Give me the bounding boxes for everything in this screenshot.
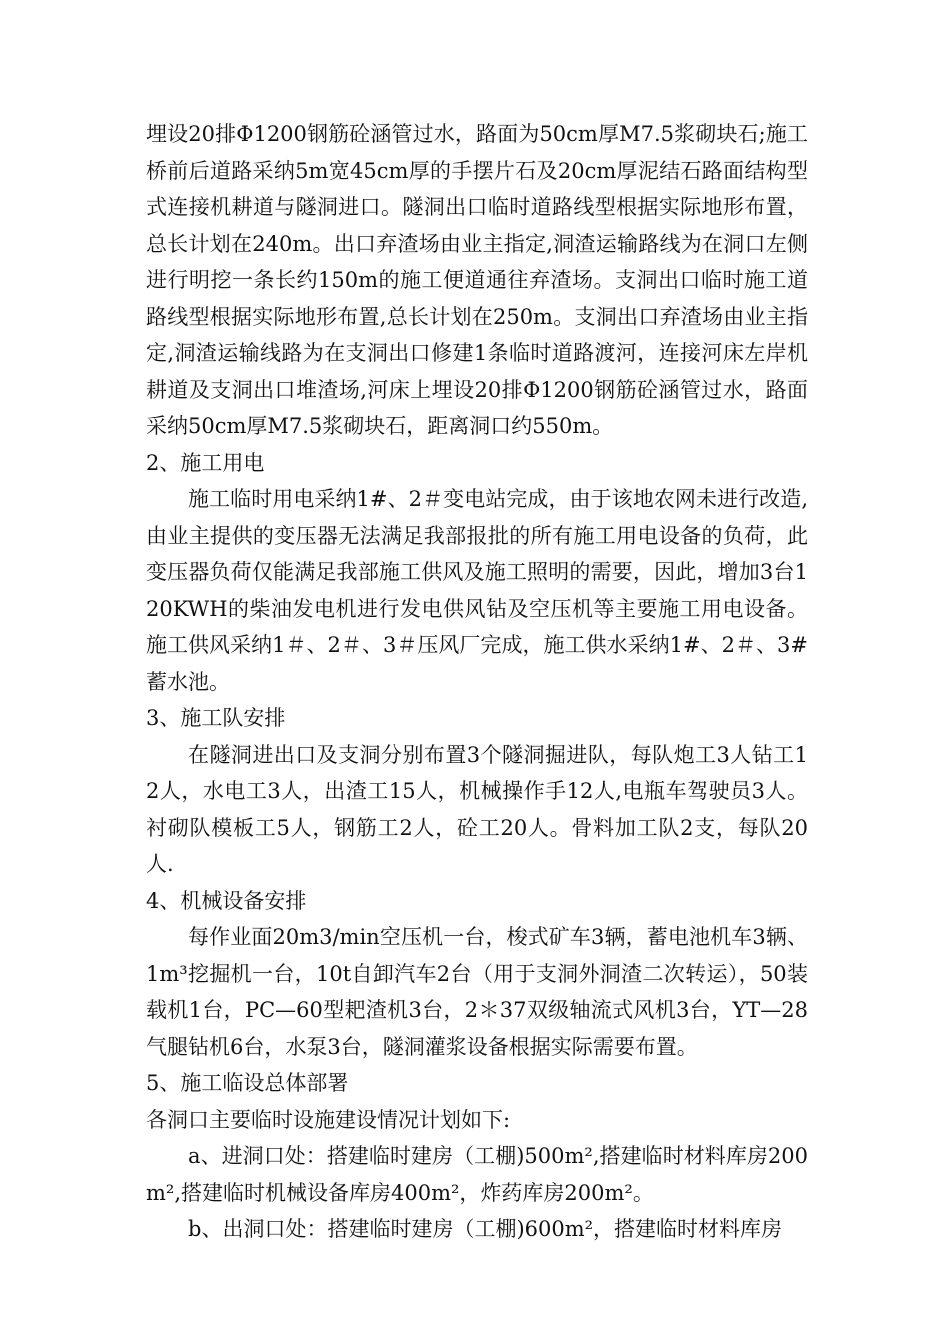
paragraph-construction-power: 施工临时用电采纳1#、2＃变电站完成，由于该地农网未进行改造,由业主提供的变压器无法满足我部报批的所有施工用电设备的负荷，此变压器负荷仅能满足我部施工供风及施工照明的需要，因此，增加3台120KWH的柴油发电机进行发电供风钻及空压机等主要施工用电设备。施工供风采纳1＃、2＃、3＃压风厂完成，施工供水采纳1#、2＃、3#蓄水池。 <box>146 487 808 694</box>
heading-temporary-facilities: 5、施工临设总体部署 <box>146 1071 349 1095</box>
heading-construction-power: 2、施工用电 <box>146 450 265 475</box>
heading-equipment-arrangement: 4、机械设备安排 <box>146 888 307 913</box>
paragraph-facilities-intro: 各洞口主要临时设施建设情况计划如下: <box>146 1107 511 1132</box>
paragraph-equipment-arrangement: 每作业面20m3/min空压机一台，梭式矿车3辆，蓄电池机车3辆、1m³挖掘机一台，10t自卸汽车2台（用于支洞外洞渣二次转运），50装载机1台，PC—60型耙渣机3台，2＊37双级轴流式风机3台，YT—28气腿钻机6台，水泵3台，隧洞灌浆设备根据实际需要布置。 <box>146 925 808 1059</box>
document-body <box>146 116 808 1248</box>
paragraph-road-layout: 埋设20排Φ1200钢筋砼涵管过水，路面为50cm厚M7.5浆砌块石;施工桥前后道路采纳5m宽45cm厚的手摆片石及20cm厚泥结石路面结构型式连接机耕道与隧洞进口。隧洞出口临时道路线型根据实际地形布置，总长计划在240m。出口弃渣场由业主指定,洞渣运输路线为在洞口左侧进行明挖一条长约150m的施工便道通往弃渣场。支洞出口临时施工道路线型根据实际地形布置,总长计划在250m。支洞出口弃渣场由业主指定,洞渣运输线路为在支洞出口修建1条临时道路渡河，连接河床左岸机耕道及支洞出口堆渣场,河床上埋设20排Φ1200钢筋砼涵管过水，路面采纳50cm厚M7.5浆砌块石，距离洞口约550m。 <box>146 122 808 438</box>
heading-team-arrangement: 3、施工队安排 <box>146 706 286 730</box>
paragraph-exit-facilities: b、出洞口处：搭建临时建房（工棚)600m²，搭建临时材料库房 <box>188 1217 783 1241</box>
paragraph-team-arrangement: 在隧洞进出口及支洞分别布置3个隧洞掘进队，每队炮工3人钻工12人，水电工3人，出渣工15人，机械操作手12人,电瓶车驾驶员3人。衬砌队模板工5人，钢筋工2人，砼工20人。骨料加工队2支，每队20人. <box>146 742 808 876</box>
paragraph-entrance-facilities: a、进洞口处：搭建临时建房（工棚)500m²,搭建临时材料库房200m²,搭建临时机械设备库房400m²，炸药库房200m²。 <box>146 1144 808 1205</box>
